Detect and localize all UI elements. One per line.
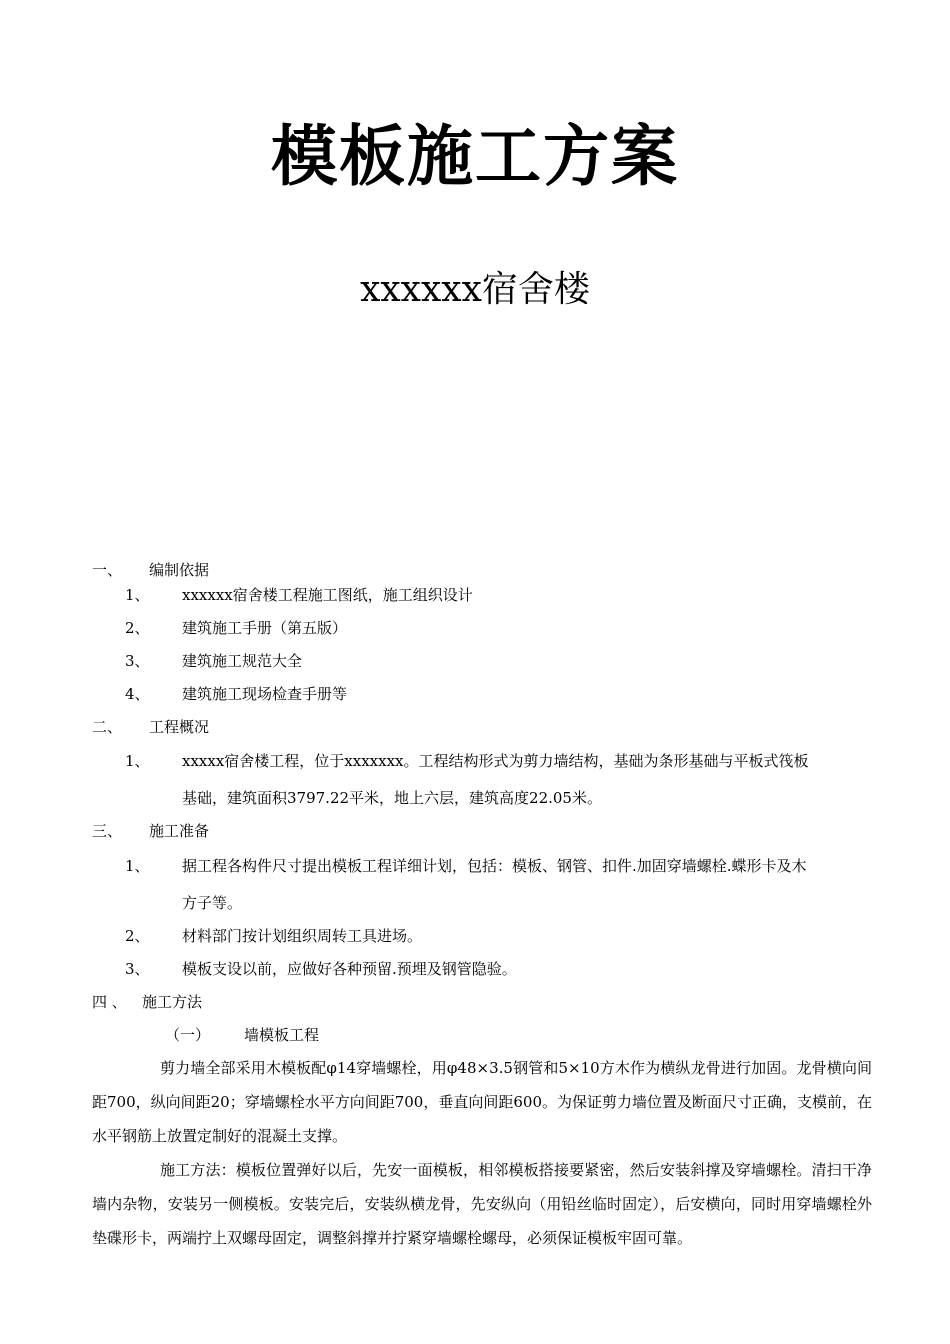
item-text: 模板支设以前，应做好各种预留.预埋及钢管隐验。	[182, 960, 517, 978]
section-number: 四 、	[92, 993, 127, 1011]
item-number: 2、	[125, 927, 150, 945]
section-number: 二、	[92, 718, 123, 736]
section-title: 施工准备	[149, 822, 210, 840]
item-text: xxxxxx宿舍楼工程施工图纸，施工组织设计	[182, 586, 473, 604]
item-text: 据工程各构件尺寸提出模板工程详细计划，包括：模板、钢管、扣件.加固穿墙螺栓.蝶形卡及木	[182, 857, 807, 875]
item-number: 1、	[125, 857, 150, 875]
section-number: 三、	[92, 822, 123, 840]
document-subtitle: xxxxxx宿舍楼	[360, 269, 590, 310]
item-text: 材料部门按计划组织周转工具进场。	[182, 927, 423, 945]
item-text: 建筑施工现场检查手册等	[182, 685, 348, 703]
item-text-continued: 方子等。	[182, 894, 243, 912]
item-number: 1、	[125, 586, 150, 604]
paragraph-construction-method: 施工方法：模板位置弹好以后，先安一面模板，相邻模板搭接要紧密，然后安装斜撑及穿墙螺栓。清扫干净墙内杂物，安装另一侧模板。安装完后，安装纵横龙骨，先安纵向（用铅丝临时固定），后安横向，同时用穿墙螺栓外垫碟形卡，两端拧上双螺母固定，调整斜撑并拧紧穿墙螺栓螺母，必须保证模板牢固可靠。	[92, 1161, 872, 1247]
subsection-number: （一）	[165, 1026, 211, 1044]
subsection-title: 墙模板工程	[244, 1026, 320, 1044]
item-text-continued: 基础，建筑面积3797.22平米，地上六层，建筑高度22.05米。	[182, 789, 602, 807]
item-text: 建筑施工规范大全	[182, 652, 303, 670]
section-title: 编制依据	[149, 561, 210, 579]
item-number: 2、	[125, 619, 150, 637]
item-text: xxxxx宿舍楼工程，位于xxxxxxx。工程结构形式为剪力墙结构，基础为条形基础与平板式筏板	[182, 752, 809, 770]
item-number: 3、	[125, 960, 150, 978]
item-number: 3、	[125, 652, 150, 670]
paragraph-wall-formwork: 剪力墙全部采用木模板配φ14穿墙螺栓，用φ48×3.5钢管和5×10方木作为横纵龙骨进行加固。龙骨横向间距700，纵向间距20；穿墙螺栓水平方向间距700，垂直向间距600。为保证剪力墙位置及断面尺寸正确，支模前，在水平钢筋上放置定制好的混凝土支撑。	[92, 1059, 872, 1145]
section-title: 工程概况	[149, 718, 210, 736]
item-number: 1、	[125, 752, 150, 770]
item-text: 建筑施工手册（第五版）	[182, 619, 348, 637]
item-number: 4、	[125, 685, 150, 703]
document-title: 模板施工方案	[271, 118, 679, 195]
section-title: 施工方法	[142, 993, 203, 1011]
section-number: 一、	[92, 561, 123, 579]
